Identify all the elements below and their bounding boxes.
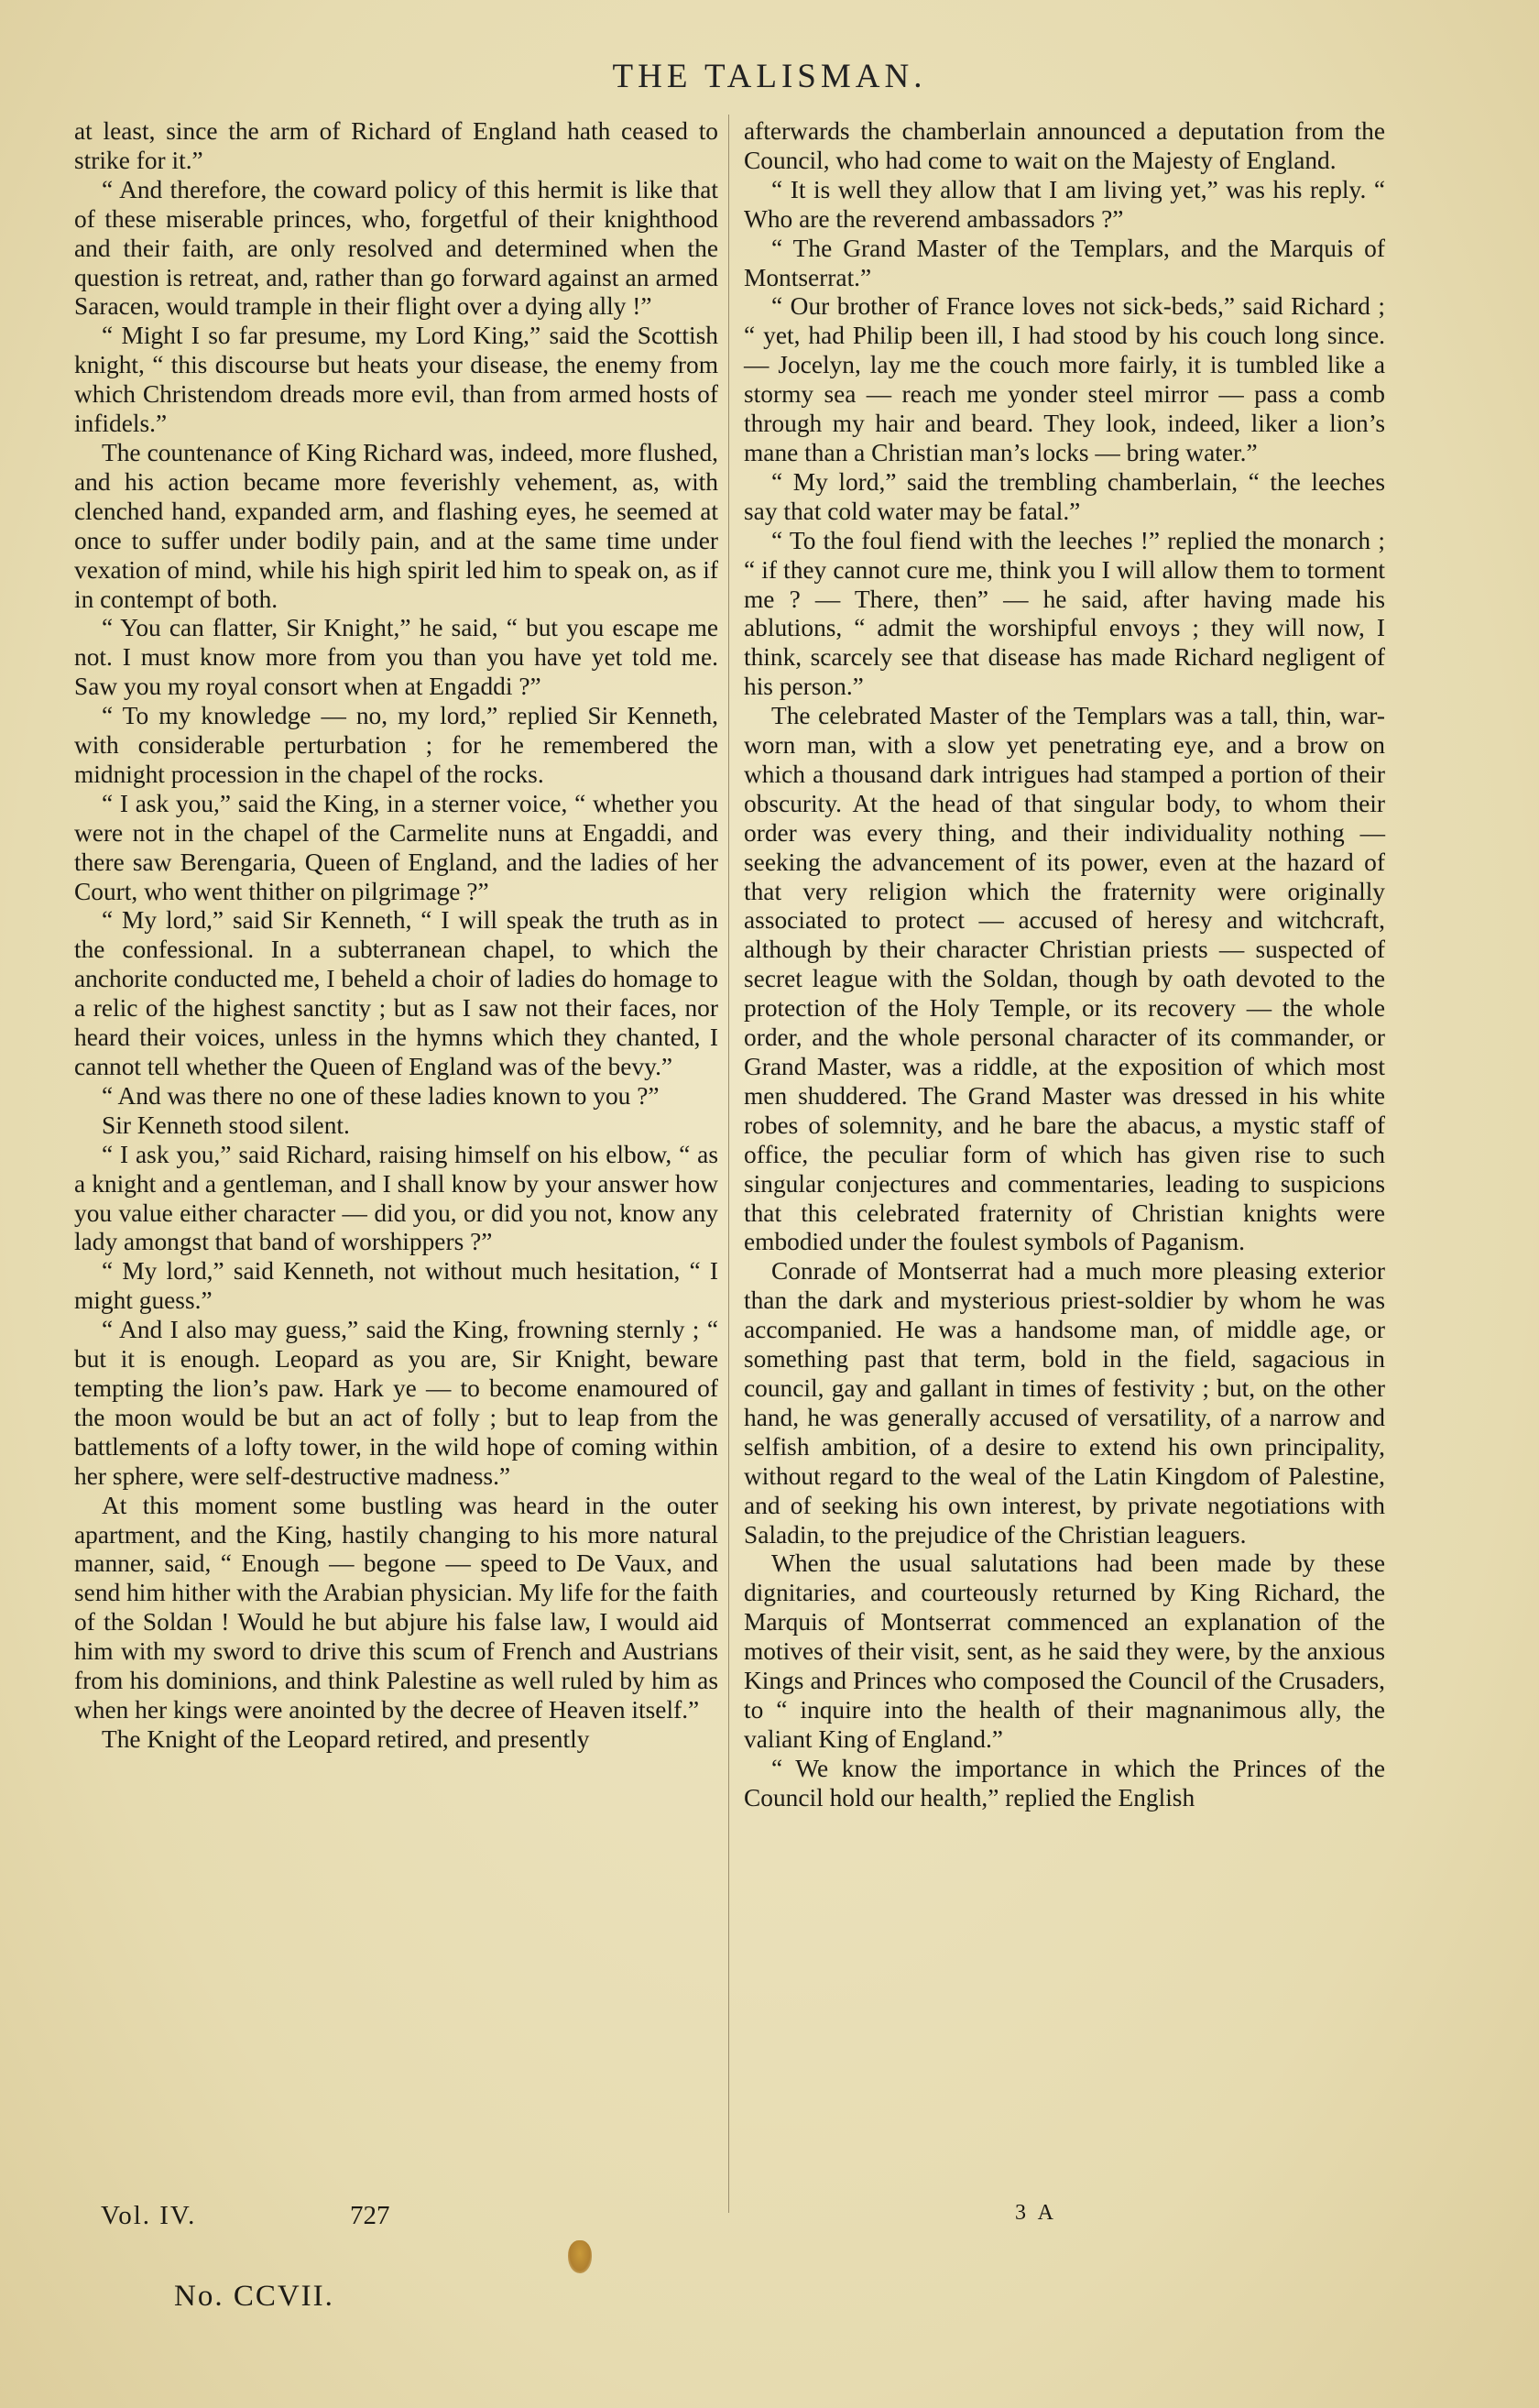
paragraph: “ I ask you,” said Richard, raising himself on his elbow, “ as a knight and a gentleman, and I shall know by your answer how you value either character — did you, or did you not, know any lady amongst that band of worshippers ?”: [74, 1140, 718, 1256]
paragraph: at least, since the arm of Richard of England hath ceased to strike for it.”: [74, 117, 718, 174]
ink-stain: [568, 2240, 592, 2273]
left-column: [74, 117, 718, 1755]
paragraph: When the usual salutations had been made by these dignitaries, and courteously returned by King Richard, the Marquis of Montserrat commenced an explanation of the motives of their visit, sent, as he said they were, by the anxious Kings and Princes who composed the Council of the Crusaders, to “ inquire into the health of their magnanimous ally, the valiant King of England.”: [744, 1549, 1385, 1753]
paragraph: Sir Kenneth stood silent.: [102, 1111, 350, 1139]
paragraph: “ My lord,” said the trembling chamberlain, “ the leeches say that cold water may be fatal.”: [744, 467, 1385, 525]
paragraph: afterwards the chamberlain announced a deputation from the Council, who had come to wait on the Majesty of England.: [744, 117, 1385, 174]
paragraph: “ My lord,” said Sir Kenneth, “ I will speak the truth as in the confessional. In a subterranean chapel, to which the anchorite conducted me, I beheld a choir of ladies do homage to a relic of the highest sanctity ; but as I saw not their faces, nor heard their voices, unless in the hymns which they chanted, I cannot tell whether the Queen of England was of the bevy.”: [74, 906, 718, 1080]
column-divider: [728, 115, 729, 2213]
right-column: [744, 117, 1385, 1813]
paragraph: The countenance of King Richard was, indeed, more flushed, and his action became more feverishly vehement, as, with clenched hand, expanded arm, and flashing eyes, he seemed at once to suffer under bodily pain, and at the same time under vexation of mind, while his high spirit led him to speak on, as if in contempt of both.: [74, 438, 718, 613]
paragraph: “ My lord,” said Kenneth, not without much hesitation, “ I might guess.”: [74, 1257, 718, 1315]
paragraph: At this moment some bustling was heard in the outer apartment, and the King, hastily changing to his more natural manner, said, “ Enough — begone — speed to De Vaux, and send him hither with the Arabian physician. My life for the faith of the Soldan ! Would he but abjure his false law, I would aid him with my sword to drive this scum of French and Austrians from his dominions, and think Palestine as well ruled by him as when her kings were anointed by the decree of Heaven itself.”: [74, 1491, 718, 1724]
paragraph: “ I ask you,” said the King, in a sterner voice, “ whether you were not in the chapel of the Carmelite nuns at Engaddi, and there saw Berengaria, Queen of England, and the ladies of her Court, who went thither on pilgrimage ?”: [74, 789, 718, 905]
running-head: THE TALISMAN.: [612, 58, 927, 95]
paragraph: “ And therefore, the coward policy of this hermit is like that of these miserable princes, who, forgetful of their knighthood and their faith, are only resolved and determined when the question is retreat, and, rather than go forward against an armed Saracen, would trample in their flight over a dying ally !”: [74, 175, 718, 321]
paragraph: “ And was there no one of these ladies known to you ?”: [102, 1081, 660, 1110]
signature-mark: 3 A: [1015, 2201, 1058, 2225]
paragraph: “ We know the importance in which the Princes of the Council hold our health,” replied the English: [744, 1754, 1385, 1811]
paragraph: “ You can flatter, Sir Knight,” he said, “ but you escape me not. I must know more from you than you have yet told me. Saw you my royal consort when at Engaddi ?”: [74, 614, 718, 701]
paragraph: “ To my knowledge — no, my lord,” replied Sir Kenneth, with considerable perturbation ; for he remembered the midnight procession in the chapel of the rocks.: [74, 702, 718, 788]
paragraph: “ To the foul fiend with the leeches !” replied the monarch ; “ if they cannot cure me, think you I will allow them to torment me ? — There, then” — he said, after having made his ablutions, “ admit the worshipful envoys ; they will now, I think, scarcely see that disease has made Richard negligent of his person.”: [744, 526, 1385, 701]
paragraph: “ Our brother of France loves not sick-beds,” said Richard ; “ yet, had Philip been ill, I had stood by his couch long since. — Jocelyn, lay me the couch more fairly, it is tumbled like a stormy sea — reach me yonder steel mirror — pass a comb through my hair and beard. They look, indeed, liker a lion’s mane than a Christian man’s locks — bring water.”: [744, 292, 1385, 466]
paragraph: The celebrated Master of the Templars was a tall, thin, war-worn man, with a slow yet penetrating eye, and a brow on which a thousand dark intrigues had stamped a portion of their obscurity. At the head of that singular body, to whom their order was every thing, and their individuality nothing — seeking the advancement of its power, even at the hazard of that very religion which the fraternity were originally associated to protect — accused of heresy and witchcraft, although by their character Christian priests — suspected of secret league with the Soldan, though by oath devoted to the protection of the Holy Temple, or its recovery — the whole order, and the whole personal character of its commander, or Grand Master, was a riddle, at the exposition of which most men shuddered. The Grand Master was dressed in his white robes of solemnity, and he bare the abacus, a mystic staff of office, the peculiar form of which has given rise to such singular conjectures and commentaries, leading to suspicions that this celebrated fraternity of Christian knights were embodied under the foulest symbols of Paganism.: [744, 702, 1385, 1256]
paragraph: “ Might I so far presume, my Lord King,” said the Scottish knight, “ this discourse but heats your disease, the enemy from which Christendom dreads more evil, than from armed hosts of infidels.”: [74, 322, 718, 438]
volume-label: Vol. IV.: [101, 2201, 197, 2230]
paragraph: “ It is well they allow that I am living yet,” was his reply. “ Who are the reverend ambassadors ?”: [744, 175, 1385, 233]
paragraph: “ The Grand Master of the Templars, and the Marquis of Montserrat.”: [744, 234, 1385, 291]
paragraph: Conrade of Montserrat had a much more pleasing exterior than the dark and mysterious priest-soldier by whom he was accompanied. He was a handsome man, of middle age, or something past that term, bold in the field, sagacious in council, gay and gallant in times of festivity ; but, on the other hand, he was generally accused of versatility, of a narrow and selfish ambition, of a desire to extend his own principality, without regard to the weal of the Latin Kingdom of Palestine, and of seeking his own interest, by private negotiations with Saladin, to the prejudice of the Christian leaguers.: [744, 1257, 1385, 1549]
paragraph: “ And I also may guess,” said the King, frowning sternly ; “ but it is enough. Leopard as you are, Sir Knight, beware tempting the lion’s paw. Hark ye — to become enamoured of the moon would be but an act of folly ; but to leap from the battlements of a lofty tower, in the wild hope of coming within her sphere, were self-destructive madness.”: [74, 1316, 718, 1490]
issue-number: No. CCVII.: [174, 2280, 334, 2313]
paragraph: The Knight of the Leopard retired, and presently: [102, 1724, 590, 1753]
page-number: 727: [350, 2201, 390, 2230]
